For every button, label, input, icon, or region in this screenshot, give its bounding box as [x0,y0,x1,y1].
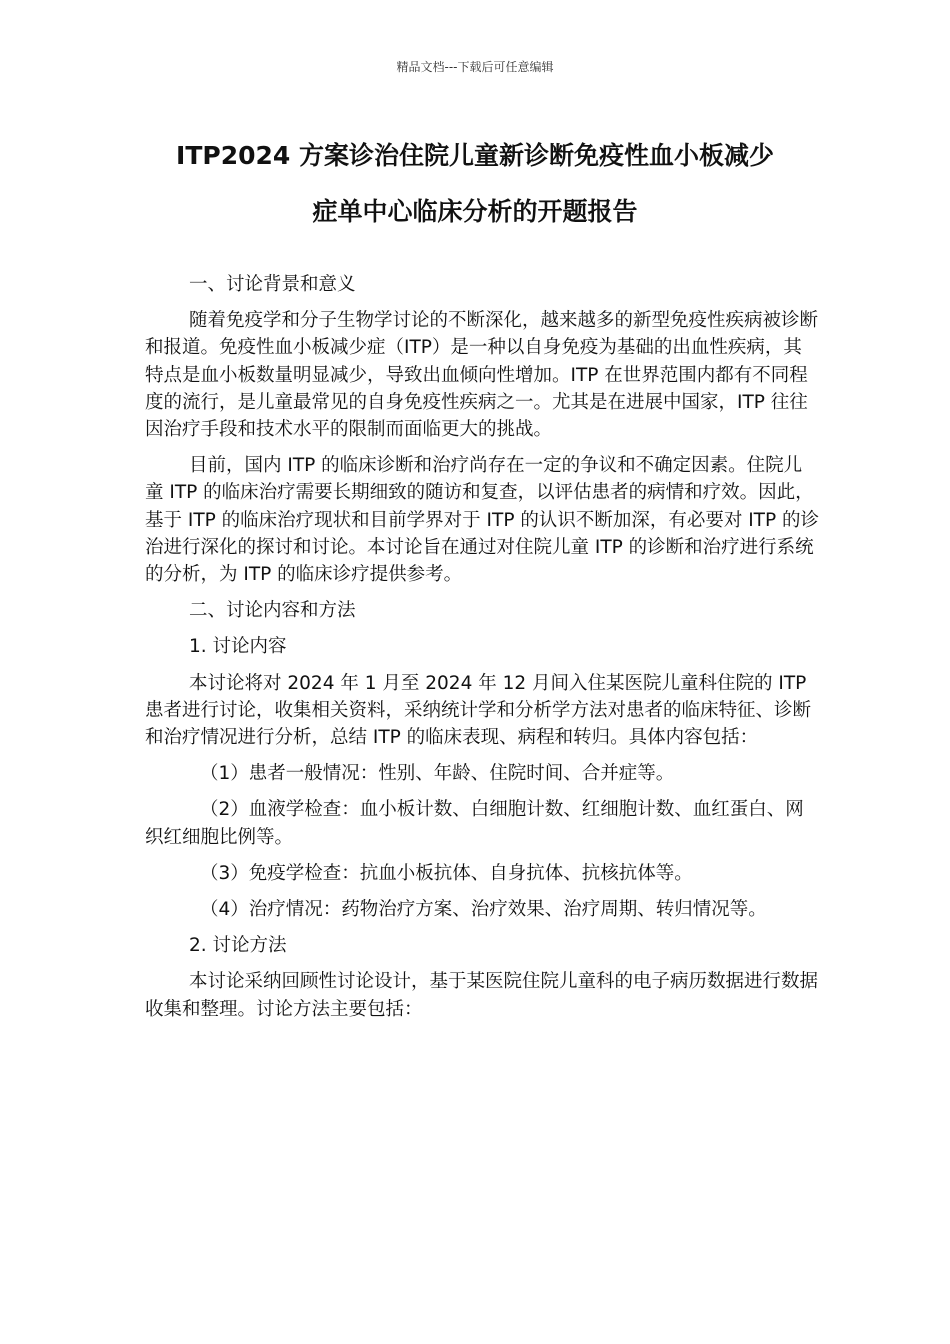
document-title-line-2: 症单中心临床分析的开题报告 [312,197,638,226]
section-heading-background: 一、讨论背景和意义 [189,274,356,295]
paragraph-methods: 本讨论采纳回顾性讨论设计，基于某医院住院儿童科的电子病历数据进行数据收集和整理。讨论方法主要包括： [145,971,819,1020]
section-heading-content-methods: 二、讨论内容和方法 [189,600,356,622]
list-item: （4）治疗情况：药物治疗方案、治疗效果、治疗周期、转归情况等。 [200,899,767,921]
document-title-line-1: ITP2024 方案诊治住院儿童新诊断免疫性血小板减少 [176,141,774,170]
list-item: （2）血液学检查：血小板计数、白细胞计数、红细胞计数、血红蛋白、网织红细胞比例等。 [145,799,804,848]
subheading-methods: 2. 讨论方法 [189,935,287,957]
document-body [145,271,820,1032]
paragraph-background-1: 随着免疫学和分子生物学讨论的不断深化，越来越多的新型免疫性疾病被诊断和报道。免疫性血小板减少症（ITP）是一种以自身免疫为基础的出血性疾病，其特点是血小板数量明显减少，导致出血倾向性增加。ITP 在世界范围内都有不同程度的流行，是儿童最常见的自身免疫性疾病之一。尤其是在进展中国家，ITP 往往因治疗手段和技术水平的限制而面临更大的挑战。 [145,310,819,441]
paragraph-background-2: 目前，国内 ITP 的临床诊断和治疗尚存在一定的争议和不确定因素。住院儿童 ITP 的临床治疗需要长期细致的随访和复查，以评估患者的病情和疗效。因此，基于 ITP 的临床治疗现状和目前学界对于 ITP 的认识不断加深，有必要对 ITP 的诊治进行深化的探讨和讨论。本讨论旨在通过对住院儿童 ITP 的诊断和治疗进行系统的分析，为 ITP 的临床诊疗提供参考。 [145,455,820,586]
list-item: （3）免疫学检查：抗血小板抗体、自身抗体、抗核抗体等。 [200,862,693,884]
subheading-content: 1. 讨论内容 [189,636,287,658]
list-item: （1）患者一般情况：性别、年龄、住院时间、合并症等。 [200,763,675,785]
paragraph-content: 本讨论将对 2024 年 1 月至 2024 年 12 月间入住某医院儿童科住院的 ITP 患者进行讨论，收集相关资料，采纳统计学和分析学方法对患者的临床特征、诊断和治疗情况进行分析，总结 ITP 的临床表现、病程和转归。具体内容包括： [145,672,812,749]
header-note: 精品文档---下载后可任意编辑 [396,60,554,74]
